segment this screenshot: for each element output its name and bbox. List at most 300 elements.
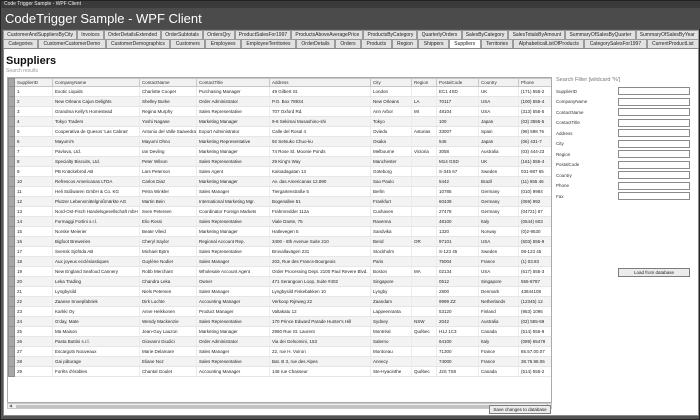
cell-contactname[interactable]: Regina Murphy [140, 107, 197, 117]
cell-postalcode[interactable]: 60439 [437, 197, 479, 207]
cell-address[interactable]: Hatlevegen 5 [270, 227, 371, 237]
cell-region[interactable] [412, 337, 437, 347]
tab-summaryofsalesbyquarter[interactable]: SummaryOfSalesByQuarter [565, 30, 635, 39]
cell-companyname[interactable]: Heli Süßwaren GmbH & Co. KG [53, 187, 140, 197]
cell-country[interactable]: Italy [479, 337, 519, 347]
cell-contacttitle[interactable]: Sales Representative [197, 107, 270, 117]
cell-contactname[interactable]: Shelley Burke [140, 97, 197, 107]
column-header-city[interactable]: City [371, 79, 412, 87]
cell-supplierid[interactable]: 26 [15, 337, 53, 347]
cell-address[interactable]: 3400 - 8th Avenue Suite 210 [270, 237, 371, 247]
cell-country[interactable]: Netherlands [479, 297, 519, 307]
cell-contactname[interactable]: Marie Delamare [140, 347, 197, 357]
cell-postalcode[interactable]: 9999 ZZ [437, 297, 479, 307]
filter-fax-input[interactable] [618, 192, 690, 200]
cell-country[interactable]: Singapore [479, 277, 519, 287]
cell-country[interactable]: UK [479, 87, 519, 97]
cell-country[interactable]: Sweden [479, 167, 519, 177]
cell-contactname[interactable]: Petra Winkler [140, 187, 197, 197]
cell-companyname[interactable]: Escargots Nouveaux [53, 347, 140, 357]
cell-contactname[interactable]: Yoshi Nagase [140, 117, 197, 127]
table-row[interactable] [9, 277, 553, 287]
cell-phone[interactable]: 555-8787 [519, 277, 553, 287]
cell-companyname[interactable]: Forêts d'érables [53, 367, 140, 377]
cell-phone[interactable]: (161) 555-4 [519, 157, 553, 167]
cell-region[interactable] [412, 307, 437, 317]
cell-address[interactable]: Viale Dante, 75 [270, 217, 371, 227]
tab-suppliers[interactable]: Suppliers [449, 39, 481, 48]
cell-contacttitle[interactable]: Marketing Manager [197, 117, 270, 127]
cell-phone[interactable]: (514) 555-2 [519, 367, 553, 377]
cell-contacttitle[interactable]: Accounting Manager [197, 367, 270, 377]
cell-phone[interactable]: 43844108 [519, 287, 553, 297]
cell-postalcode[interactable]: 53120 [437, 307, 479, 317]
cell-supplierid[interactable]: 27 [15, 347, 53, 357]
cell-address[interactable]: Kaloadagatan 13 [270, 167, 371, 177]
cell-city[interactable]: Sandvika [371, 227, 412, 237]
cell-city[interactable]: Göteborg [371, 167, 412, 177]
table-row[interactable] [9, 367, 553, 377]
tab-productsbycategory[interactable]: ProductsByCategory [363, 30, 417, 39]
cell-phone[interactable]: (069) 992 [519, 197, 553, 207]
cell-contactname[interactable]: Antonio del Valle Saavedra [140, 127, 197, 137]
cell-contacttitle[interactable]: Marketing Manager [197, 177, 270, 187]
filter-address-input[interactable] [618, 129, 690, 137]
cell-contactname[interactable]: Chandra Leka [140, 277, 197, 287]
tab-productsalesfor1997[interactable]: ProductSalesFor1997 [235, 30, 292, 39]
scroll-left-icon[interactable]: ◀ [9, 403, 13, 408]
tab-invoices[interactable]: Invoices [77, 30, 104, 39]
tab-ordersqry[interactable]: OrdersQry [203, 30, 235, 39]
tab-customercustomerdemo[interactable]: CustomerCustomerDemo [38, 39, 106, 48]
cell-country[interactable]: Norway [479, 227, 519, 237]
cell-region[interactable]: Victoria [412, 147, 437, 157]
cell-region[interactable] [412, 277, 437, 287]
cell-phone[interactable]: (02) 555-59 [519, 317, 553, 327]
cell-postalcode[interactable]: 545 [437, 137, 479, 147]
cell-companyname[interactable]: Aux joyeux ecclésiastiques [53, 257, 140, 267]
cell-address[interactable]: Av. das Americanas 12.890 [270, 177, 371, 187]
cell-region[interactable] [412, 187, 437, 197]
cell-address[interactable]: 29 King's Way [270, 157, 371, 167]
cell-supplierid[interactable]: 6 [15, 137, 53, 147]
cell-contactname[interactable]: Wendy Mackenzie [140, 317, 197, 327]
cell-city[interactable]: Sydney [371, 317, 412, 327]
cell-phone[interactable]: 031-987 65 [519, 167, 553, 177]
tab-region[interactable]: Region [392, 39, 419, 48]
cell-country[interactable]: France [479, 347, 519, 357]
cell-contacttitle[interactable]: Marketing Manager [197, 327, 270, 337]
table-row[interactable] [9, 217, 553, 227]
cell-supplierid[interactable]: 8 [15, 157, 53, 167]
table-row[interactable] [9, 247, 553, 257]
tab-currentproductlist[interactable]: CurrentProductList [647, 39, 700, 48]
cell-supplierid[interactable]: 12 [15, 197, 53, 207]
filter-companyname-input[interactable] [618, 98, 690, 106]
cell-city[interactable]: Montréal [371, 327, 412, 337]
tab-salesbycategory[interactable]: SalesByCategory [462, 30, 509, 39]
cell-city[interactable]: Bend [371, 237, 412, 247]
cell-postalcode[interactable]: 02134 [437, 267, 479, 277]
cell-phone[interactable]: 38.76.98.06 [519, 357, 553, 367]
cell-contacttitle[interactable]: Purchasing Manager [197, 87, 270, 97]
cell-postalcode[interactable]: J2S 7S8 [437, 367, 479, 377]
table-row[interactable] [9, 147, 553, 157]
tab-salestotalsbyamount[interactable]: SalesTotalsByAmount [508, 30, 565, 39]
cell-city[interactable]: Ravenna [371, 217, 412, 227]
cell-companyname[interactable]: Pasta Buttini s.r.l. [53, 337, 140, 347]
table-row[interactable] [9, 137, 553, 147]
cell-contacttitle[interactable]: Export Administrator [197, 127, 270, 137]
cell-region[interactable]: MA [412, 267, 437, 277]
cell-companyname[interactable]: New England Seafood Cannery [53, 267, 140, 277]
cell-region[interactable] [412, 137, 437, 147]
tab-shippers[interactable]: Shippers [418, 39, 449, 48]
tab-customerdemographics[interactable]: CustomerDemographics [106, 39, 171, 48]
scrollbar-thumb[interactable] [16, 405, 541, 408]
cell-region[interactable] [412, 227, 437, 237]
cell-contacttitle[interactable]: International Marketing Mgr. [197, 197, 270, 207]
cell-region[interactable] [412, 117, 437, 127]
cell-postalcode[interactable]: 48100 [437, 217, 479, 227]
horizontal-scrollbar[interactable] [7, 403, 552, 409]
cell-contacttitle[interactable]: Sales Representative [197, 317, 270, 327]
table-row[interactable] [9, 87, 553, 97]
tab-employees[interactable]: Employees [205, 39, 241, 48]
cell-companyname[interactable]: Nord-Ost-Fisch Handelsgesellschaft mbH [53, 207, 140, 217]
cell-companyname[interactable]: Karkki Oy [53, 307, 140, 317]
cell-address[interactable]: 22, rue H. Voiron [270, 347, 371, 357]
cell-address[interactable]: Order Processing Dept. 2100 Paul Revere Blvd. [270, 267, 371, 277]
cell-contacttitle[interactable]: Product Manager [197, 307, 270, 317]
tab-productsaboveaverageprice[interactable]: ProductsAboveAveragePrice [291, 30, 363, 39]
tab-orders[interactable]: Orders [335, 39, 361, 48]
cell-country[interactable]: France [479, 257, 519, 267]
tab-categories[interactable]: Categories [3, 39, 38, 48]
cell-companyname[interactable]: Plutzer Lebensmittelgroßmärkte AG [53, 197, 140, 207]
cell-postalcode[interactable]: 75004 [437, 257, 479, 267]
cell-region[interactable] [412, 347, 437, 357]
tab-customerandsuppliersbycity[interactable]: CustomerAndSuppliersByCity [3, 30, 77, 39]
cell-companyname[interactable]: Ma Maison [53, 327, 140, 337]
table-row[interactable] [9, 317, 553, 327]
cell-contactname[interactable]: Ian Devling [140, 147, 197, 157]
table-row[interactable] [9, 327, 553, 337]
cell-country[interactable]: UK [479, 157, 519, 167]
cell-contacttitle[interactable]: Owner [197, 277, 270, 287]
cell-address[interactable]: 92 Setsuko Chuo-ku [270, 137, 371, 147]
filter-city-input[interactable] [618, 140, 690, 148]
cell-supplierid[interactable]: 5 [15, 127, 53, 137]
cell-country[interactable]: USA [479, 267, 519, 277]
cell-companyname[interactable]: New Orleans Cajun Delights [53, 97, 140, 107]
tab-employeeterritories[interactable]: EmployeeTerritories [241, 39, 296, 48]
cell-country[interactable]: USA [479, 107, 519, 117]
cell-phone[interactable]: (171) 555-2 [519, 87, 553, 97]
cell-city[interactable]: Berlin [371, 187, 412, 197]
cell-region[interactable]: NSW [412, 317, 437, 327]
table-row[interactable] [9, 267, 553, 277]
cell-contacttitle[interactable]: Sales Representative [197, 157, 270, 167]
cell-contacttitle[interactable]: Coordinator Foreign Markets [197, 207, 270, 217]
cell-region[interactable] [412, 177, 437, 187]
cell-contactname[interactable]: Jean-Guy Lauzon [140, 327, 197, 337]
cell-address[interactable]: Bat. B 3, rue des Alpes [270, 357, 371, 367]
cell-supplierid[interactable]: 15 [15, 227, 53, 237]
cell-supplierid[interactable]: 13 [15, 207, 53, 217]
cell-region[interactable] [412, 297, 437, 307]
cell-contacttitle[interactable]: Sales Agent [197, 167, 270, 177]
cell-region[interactable]: MI [412, 107, 437, 117]
cell-address[interactable]: 2960 Rue St. Laurent [270, 327, 371, 337]
cell-supplierid[interactable]: 11 [15, 187, 53, 197]
cell-city[interactable]: Osaka [371, 137, 412, 147]
cell-phone[interactable]: (11) 555 46 [519, 177, 553, 187]
cell-postalcode[interactable]: 27478 [437, 207, 479, 217]
cell-address[interactable]: Calle del Rosal 4 [270, 127, 371, 137]
cell-contactname[interactable]: Mayumi Ohno [140, 137, 197, 147]
cell-supplierid[interactable]: 21 [15, 287, 53, 297]
table-row[interactable] [9, 187, 553, 197]
cell-country[interactable]: Australia [479, 147, 519, 157]
cell-companyname[interactable]: Grandma Kelly's Homestead [53, 107, 140, 117]
table-row[interactable] [9, 337, 553, 347]
cell-postalcode[interactable]: 10785 [437, 187, 479, 197]
filter-phone-input[interactable] [618, 182, 690, 190]
table-row[interactable] [9, 227, 553, 237]
cell-address[interactable]: Bogenallee 51 [270, 197, 371, 207]
cell-companyname[interactable]: Specialty Biscuits, Ltd. [53, 157, 140, 167]
table-row[interactable] [9, 307, 553, 317]
cell-companyname[interactable]: G'day, Mate [53, 317, 140, 327]
tab-quarterlyorders[interactable]: QuarterlyOrders [417, 30, 461, 39]
cell-country[interactable]: USA [479, 237, 519, 247]
cell-postalcode[interactable]: S-123 45 [437, 247, 479, 257]
cell-region[interactable] [412, 287, 437, 297]
cell-address[interactable]: Brovallavägen 231 [270, 247, 371, 257]
cell-postalcode[interactable]: 100 [437, 117, 479, 127]
tab-customers[interactable]: Customers [170, 39, 205, 48]
cell-address[interactable]: Lyngbysild Fiskebakken 10 [270, 287, 371, 297]
save-changes-button[interactable]: Save changes to database [489, 405, 551, 414]
tab-summaryofsalesbyyear[interactable]: SummaryOfSalesByYear [636, 30, 699, 39]
cell-supplierid[interactable]: 20 [15, 277, 53, 287]
table-row[interactable] [9, 347, 553, 357]
cell-address[interactable]: 49 Gilbert St. [270, 87, 371, 97]
cell-country[interactable]: Canada [479, 367, 519, 377]
tab-orderdetails[interactable]: OrderDetails [296, 39, 335, 48]
cell-city[interactable]: Cuxhaven [371, 207, 412, 217]
cell-supplierid[interactable]: 17 [15, 247, 53, 257]
suppliers-grid[interactable] [7, 77, 552, 403]
cell-contactname[interactable]: Chantal Goulet [140, 367, 197, 377]
cell-contactname[interactable]: Eliane Noz [140, 357, 197, 367]
cell-country[interactable]: USA [479, 97, 519, 107]
cell-phone[interactable]: (0)2-9530 [519, 227, 553, 237]
cell-companyname[interactable]: Svensk Sjöföda AB [53, 247, 140, 257]
column-header-contactname[interactable]: ContactName [140, 79, 197, 87]
table-row[interactable] [9, 177, 553, 187]
filter-supplierid-input[interactable] [618, 87, 690, 95]
tab-alphabeticallistofproducts[interactable]: AlphabeticalListOfProducts [513, 39, 584, 48]
cell-address[interactable]: P.O. Box 78934 [270, 97, 371, 107]
cell-contactname[interactable]: Niels Petersen [140, 287, 197, 297]
column-header-region[interactable]: Region [412, 79, 437, 87]
cell-supplierid[interactable]: 7 [15, 147, 53, 157]
cell-postalcode[interactable]: 2800 [437, 287, 479, 297]
tab-ordersubtotals[interactable]: OrderSubtotals [161, 30, 203, 39]
cell-supplierid[interactable]: 1 [15, 87, 53, 97]
cell-postalcode[interactable]: 33007 [437, 127, 479, 137]
cell-contacttitle[interactable]: Sales Manager [197, 257, 270, 267]
cell-country[interactable]: Finland [479, 307, 519, 317]
cell-region[interactable] [412, 217, 437, 227]
cell-address[interactable]: Via dei Gelsomini, 153 [270, 337, 371, 347]
cell-supplierid[interactable]: 19 [15, 267, 53, 277]
cell-region[interactable]: OR [412, 237, 437, 247]
cell-city[interactable]: Oviedo [371, 127, 412, 137]
cell-city[interactable]: Paris [371, 257, 412, 267]
cell-region[interactable]: LA [412, 97, 437, 107]
cell-supplierid[interactable]: 24 [15, 317, 53, 327]
cell-postalcode[interactable]: H1J 1C3 [437, 327, 479, 337]
column-header-phone[interactable]: Phone [519, 79, 553, 87]
cell-city[interactable]: Ste-Hyacinthe [371, 367, 412, 377]
cell-phone[interactable]: 08-123 45 [519, 247, 553, 257]
cell-phone[interactable]: (1) 03.83 [519, 257, 553, 267]
cell-supplierid[interactable]: 16 [15, 237, 53, 247]
column-header-supplierid[interactable]: SupplierID [15, 79, 53, 87]
cell-city[interactable]: Zaandam [371, 297, 412, 307]
cell-city[interactable]: Boston [371, 267, 412, 277]
cell-region[interactable]: Asturias [412, 127, 437, 137]
cell-address[interactable]: Frahmredder 112a [270, 207, 371, 217]
cell-address[interactable]: 471 Serangoon Loop, Suite #402 [270, 277, 371, 287]
cell-region[interactable] [412, 87, 437, 97]
cell-phone[interactable]: (089) 65478 [519, 337, 553, 347]
filter-country-input[interactable] [618, 171, 690, 179]
table-row[interactable] [9, 197, 553, 207]
cell-contacttitle[interactable]: Wholesale Account Agent [197, 267, 270, 277]
cell-phone[interactable]: (98) 598 76 [519, 127, 553, 137]
cell-country[interactable]: Canada [479, 327, 519, 337]
cell-contacttitle[interactable]: Marketing Representative [197, 137, 270, 147]
cell-contacttitle[interactable]: Accounting Manager [197, 297, 270, 307]
cell-country[interactable]: France [479, 357, 519, 367]
cell-supplierid[interactable]: 29 [15, 367, 53, 377]
filter-contactname-input[interactable] [618, 108, 690, 116]
table-row[interactable] [9, 127, 553, 137]
cell-region[interactable] [412, 157, 437, 167]
table-row[interactable] [9, 287, 553, 297]
cell-city[interactable]: Montceau [371, 347, 412, 357]
cell-supplierid[interactable]: 4 [15, 117, 53, 127]
cell-country[interactable]: Japan [479, 117, 519, 127]
cell-supplierid[interactable]: 3 [15, 107, 53, 117]
cell-contacttitle[interactable]: Marketing Manager [197, 147, 270, 157]
tab-categorysalesfor1997[interactable]: CategorySalesFor1997 [584, 39, 646, 48]
cell-phone[interactable]: (03) 3555-5 [519, 117, 553, 127]
cell-companyname[interactable]: Mayumi's [53, 137, 140, 147]
cell-address[interactable]: 170 Prince Edward Parade Hunter's Hill [270, 317, 371, 327]
cell-region[interactable] [412, 197, 437, 207]
cell-companyname[interactable]: Leka Trading [53, 277, 140, 287]
cell-city[interactable]: Stockholm [371, 247, 412, 257]
cell-region[interactable] [412, 257, 437, 267]
cell-supplierid[interactable]: 9 [15, 167, 53, 177]
cell-contactname[interactable]: Carlos Diaz [140, 177, 197, 187]
cell-country[interactable]: Brazil [479, 177, 519, 187]
cell-postalcode[interactable]: 71300 [437, 347, 479, 357]
table-row[interactable] [9, 357, 553, 367]
cell-postalcode[interactable]: S-345 67 [437, 167, 479, 177]
cell-address[interactable]: Valtakatu 12 [270, 307, 371, 317]
cell-phone[interactable]: (03) 444-23 [519, 147, 553, 157]
cell-country[interactable]: Germany [479, 187, 519, 197]
cell-city[interactable]: New Orleans [371, 97, 412, 107]
cell-postalcode[interactable]: M14 GSD [437, 157, 479, 167]
cell-phone[interactable]: (514) 555-9 [519, 327, 553, 337]
cell-city[interactable]: Ann Arbor [371, 107, 412, 117]
column-header-address[interactable]: Address [270, 79, 371, 87]
cell-address[interactable]: Tiergartenstraße 5 [270, 187, 371, 197]
table-row[interactable] [9, 297, 553, 307]
cell-contactname[interactable]: Giovanni Giudici [140, 337, 197, 347]
tab-orderdetailsextended[interactable]: OrderDetailsExtended [104, 30, 161, 39]
table-row[interactable] [9, 157, 553, 167]
cell-supplierid[interactable]: 28 [15, 357, 53, 367]
cell-city[interactable]: London [371, 87, 412, 97]
cell-supplierid[interactable]: 14 [15, 217, 53, 227]
cell-postalcode[interactable]: 97101 [437, 237, 479, 247]
cell-companyname[interactable]: Cooperativa de Quesos 'Las Cabras' [53, 127, 140, 137]
filter-contacttitle-input[interactable] [618, 119, 690, 127]
cell-contactname[interactable]: Michael Björn [140, 247, 197, 257]
cell-contactname[interactable]: Martin Bein [140, 197, 197, 207]
cell-postalcode[interactable]: 0512 [437, 277, 479, 287]
cell-contactname[interactable]: Charlotte Cooper [140, 87, 197, 97]
cell-contacttitle[interactable]: Marketing Manager [197, 227, 270, 237]
cell-city[interactable]: Salerno [371, 337, 412, 347]
table-row[interactable] [9, 107, 553, 117]
cell-contacttitle[interactable]: Order Administrator [197, 97, 270, 107]
cell-address[interactable]: 148 rue Chasseur [270, 367, 371, 377]
cell-supplierid[interactable]: 10 [15, 177, 53, 187]
cell-postalcode[interactable]: EC1 4SD [437, 87, 479, 97]
cell-region[interactable]: Québec [412, 367, 437, 377]
cell-address[interactable]: 74 Rose St. Moonie Ponds [270, 147, 371, 157]
cell-postalcode[interactable]: 3058 [437, 147, 479, 157]
cell-contactname[interactable]: Cheryl Saylor [140, 237, 197, 247]
cell-country[interactable]: Spain [479, 127, 519, 137]
cell-companyname[interactable]: Tokyo Traders [53, 117, 140, 127]
filter-postalcode-input[interactable] [618, 161, 690, 169]
table-row[interactable] [9, 167, 553, 177]
cell-contactname[interactable]: Elio Rossi [140, 217, 197, 227]
cell-contacttitle[interactable]: Sales Representative [197, 357, 270, 367]
cell-companyname[interactable]: Bigfoot Breweries [53, 237, 140, 247]
column-header-contacttitle[interactable]: ContactTitle [197, 79, 270, 87]
cell-region[interactable]: Québec [412, 327, 437, 337]
cell-phone[interactable]: (953) 1095 [519, 307, 553, 317]
cell-address[interactable]: 203, Rue des Francs-Bourgeois [270, 257, 371, 267]
cell-contacttitle[interactable]: Sales Manager [197, 347, 270, 357]
filter-region-input[interactable] [618, 150, 690, 158]
cell-address[interactable]: 9-8 Sekimai Musashino-shi [270, 117, 371, 127]
cell-region[interactable] [412, 247, 437, 257]
cell-supplierid[interactable]: 18 [15, 257, 53, 267]
tab-products[interactable]: Products [361, 39, 392, 48]
